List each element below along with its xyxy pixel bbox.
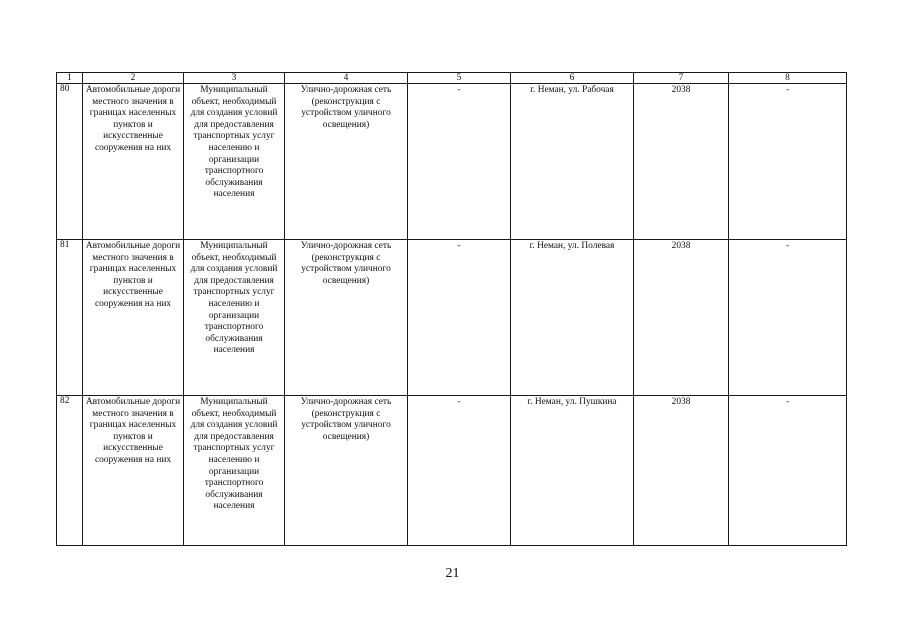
column-8-text: - [785,85,790,95]
object-purpose-cell [184,84,285,240]
object-purpose-text: Муниципальный объект, необходимый для создания условий для предоставления транспортных услуг населению и организации транспортного обслуживания населения [190,85,278,200]
year-cell [634,396,729,546]
location-cell [511,240,634,396]
column-header-4: 4 [285,73,408,84]
object-name-text: Улично-дорожная сеть (реконструкция с устройством уличного освещения) [300,397,392,442]
row-number: 80 [57,84,83,240]
object-name-cell [285,84,408,240]
column-8-cell [729,240,847,396]
column-8-text: - [785,397,790,407]
object-purpose-text: Муниципальный объект, необходимый для создания условий для предоставления транспортных услуг населению и организации транспортного обслуживания населения [190,241,278,356]
location-text: г. Неман, ул. Полевая [529,241,615,251]
object-name-cell [285,240,408,396]
header-row [57,73,847,84]
column-header-2: 2 [83,73,184,84]
column-5-cell [408,84,511,240]
object-type-cell [83,84,184,240]
object-purpose-cell [184,396,285,546]
column-5-text: - [457,85,461,95]
objects-table [56,72,847,546]
object-name-cell [285,396,408,546]
object-type-text: Автомобильные дороги местного значения в границах населенных пунктов и искусственные сооружения на них [85,241,181,309]
column-8-cell [729,396,847,546]
object-purpose-cell [184,240,285,396]
location-text: г. Неман, ул. Рабочая [530,85,614,95]
page-number: 21 [445,566,460,581]
year-text: 2038 [671,397,691,407]
table-row [57,396,847,546]
row-number: 81 [57,240,83,396]
object-type-text: Автомобильные дороги местного значения в границах населенных пунктов и искусственные сооружения на них [85,397,181,465]
column-header-5: 5 [408,73,511,84]
year-text: 2038 [671,241,691,251]
object-purpose-text: Муниципальный объект, необходимый для создания условий для предоставления транспортных услуг населению и организации транспортного обслуживания населения [190,397,278,512]
year-cell [634,240,729,396]
column-header-1: 1 [57,73,83,84]
row-number: 82 [57,396,83,546]
column-header-3: 3 [184,73,285,84]
column-5-cell [408,240,511,396]
object-type-cell [83,396,184,546]
object-type-text: Автомобильные дороги местного значения в границах населенных пунктов и искусственные сооружения на них [85,85,181,153]
column-8-text: - [785,241,790,251]
year-text: 2038 [671,85,691,95]
table-row [57,240,847,396]
location-cell [511,396,634,546]
location-cell [511,84,634,240]
column-8-cell [729,84,847,240]
object-name-text: Улично-дорожная сеть (реконструкция с устройством уличного освещения) [300,85,392,130]
object-type-cell [83,240,184,396]
column-header-6: 6 [511,73,634,84]
column-header-8: 8 [729,73,847,84]
column-header-7: 7 [634,73,729,84]
column-5-text: - [457,397,461,407]
column-5-text: - [457,241,461,251]
location-text: г. Неман, ул. Пушкина [527,397,617,407]
year-cell [634,84,729,240]
table-row [57,84,847,240]
column-5-cell [408,396,511,546]
object-name-text: Улично-дорожная сеть (реконструкция с устройством уличного освещения) [300,241,392,286]
